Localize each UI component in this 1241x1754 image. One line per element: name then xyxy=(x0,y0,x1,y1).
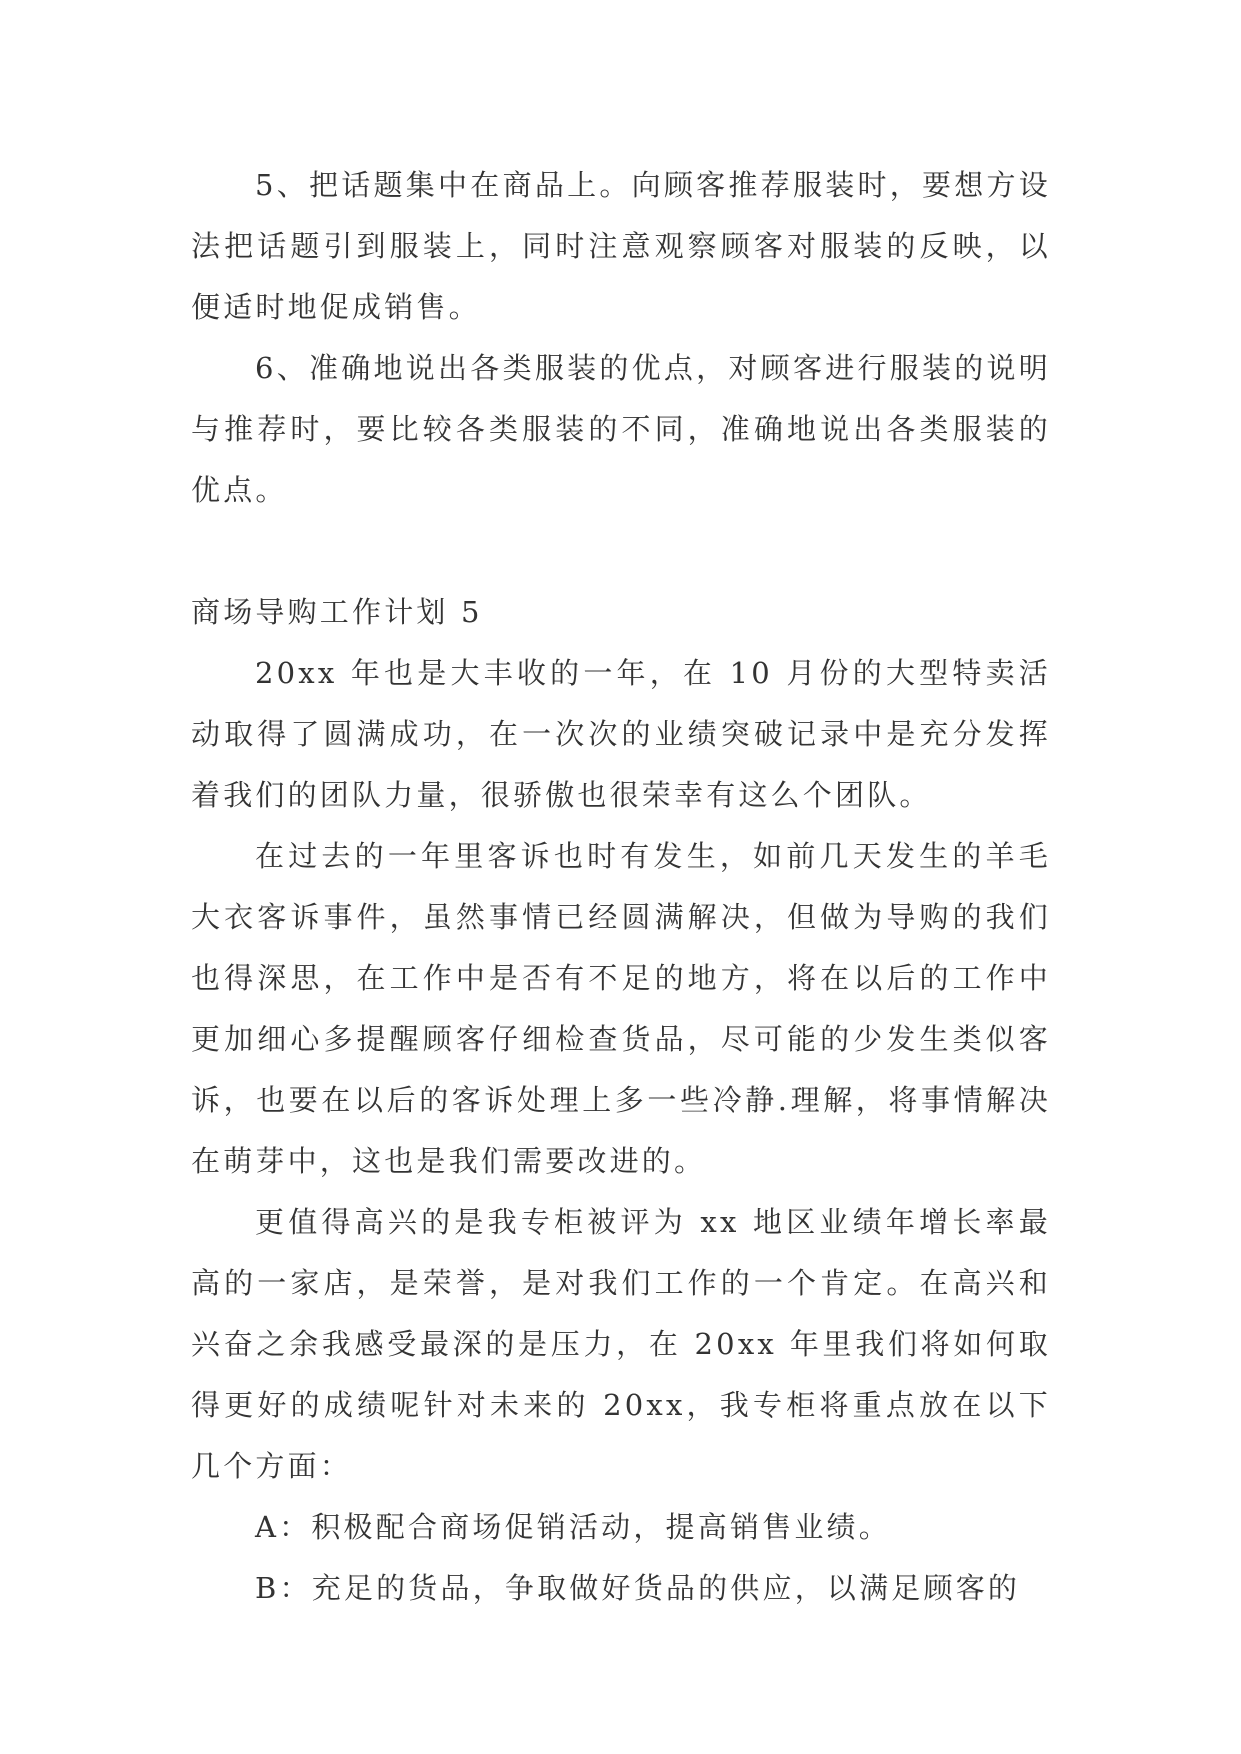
plan-item-b: B：充足的货品，争取做好货品的供应，以满足顾客的 xyxy=(255,1571,1021,1605)
plan-item-a: A：积极配合商场促销活动，提高销售业绩。 xyxy=(255,1510,891,1544)
document-body xyxy=(191,155,1051,1619)
paragraph-item-6: 6、准确地说出各类服装的优点，对顾客进行服装的说明与推荐时，要比较各类服装的不同，准确地说出各类服装的优点。 xyxy=(191,351,1051,507)
paragraph-item-5: 5、把话题集中在商品上。向顾客推荐服装时，要想方设法把话题引到服装上，同时注意观察顾客对服装的反映，以便适时地促成销售。 xyxy=(191,168,1051,324)
paragraph-complaints: 在过去的一年里客诉也时有发生，如前几天发生的羊毛大衣客诉事件，虽然事情已经圆满解决，但做为导购的我们也得深思，在工作中是否有不足的地方，将在以后的工作中更加细心多提醒顾客仔细检查货品，尽可能的少发生类似客诉，也要在以后的客诉处理上多一些冷静.理解，将事情解决在萌芽中，这也是我们需要改进的。 xyxy=(191,839,1051,1178)
section-gap xyxy=(191,521,1051,582)
paragraph-honor: 更值得高兴的是我专柜被评为 xx 地区业绩年增长率最高的一家店，是荣誉，是对我们工作的一个肯定。在高兴和兴奋之余我感受最深的是压力，在 20xx 年里我们将如何取得更好的成绩呢针对未来的 20xx，我专柜将重点放在以下几个方面： xyxy=(191,1205,1051,1483)
paragraph-harvest: 20xx 年也是大丰收的一年，在 10 月份的大型特卖活动取得了圆满成功，在一次次的业绩突破记录中是充分发挥着我们的团队力量，很骄傲也很荣幸有这么个团队。 xyxy=(191,656,1051,812)
section-title: 商场导购工作计划 5 xyxy=(191,595,483,629)
